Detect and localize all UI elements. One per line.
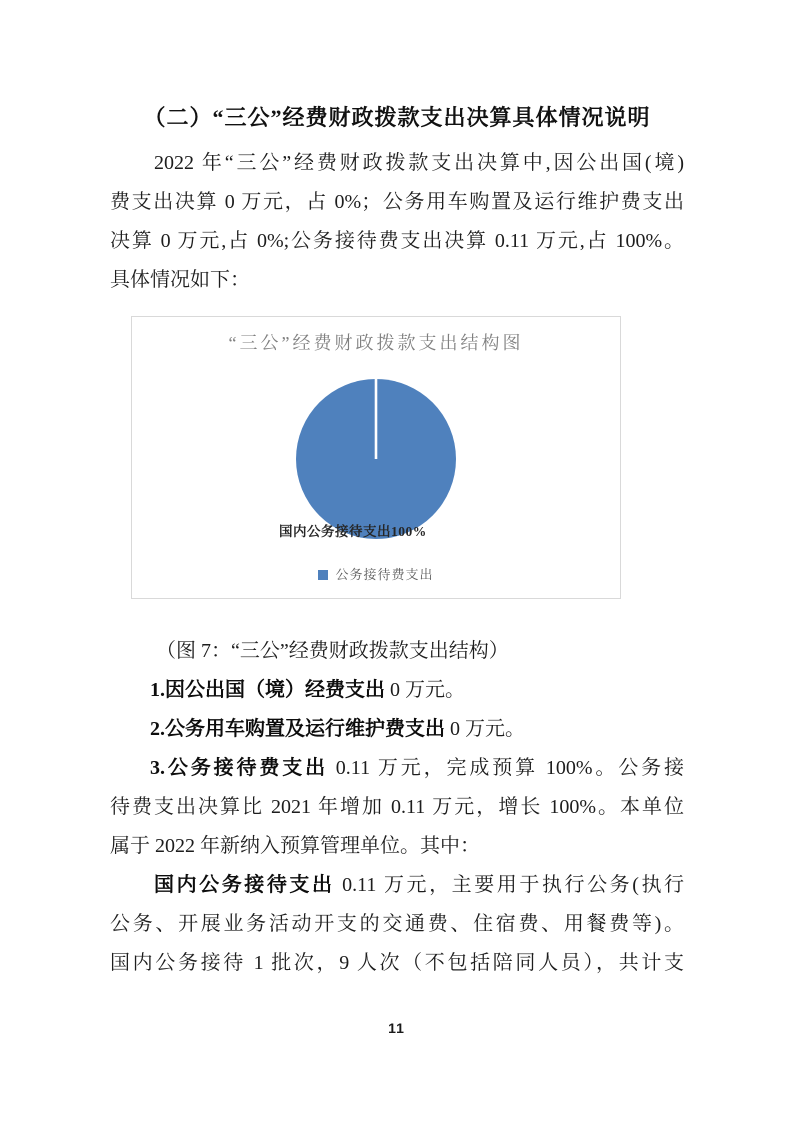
list-item-3: [110, 749, 684, 866]
chart-title: “三公”经费财政拨款支出结构图: [228, 333, 524, 353]
list-item-3-rest: 0.11 万元，完成预算 100%。公务接: [327, 757, 684, 779]
list-item-2-rest: 0 万元。: [445, 718, 525, 740]
pie-data-label: 国内公务接待支出100%: [279, 524, 427, 539]
list-item-3-bold: 3.公务接待费支出: [150, 757, 328, 779]
paragraph-line: 国内公务接待 1 批次，9 人次（不包括陪同人员），共计支: [110, 952, 684, 974]
reception-paragraph-rest: 0.11 万元，主要用于执行公务(执行: [334, 874, 684, 896]
pie-chart: [295, 378, 457, 540]
intro-paragraph: [110, 144, 684, 300]
legend-label: 公务接待费支出: [335, 567, 434, 583]
paragraph-line: 属于 2022 年新纳入预算管理单位。其中：: [110, 835, 480, 857]
page-content: [110, 100, 684, 983]
pie-chart-figure: [131, 316, 621, 599]
paragraph-line: 具体情况如下：: [110, 269, 250, 291]
caption-line: （图 7：“三公”经费财政拨款支出结构）: [156, 640, 509, 662]
paragraph-line: [110, 749, 684, 788]
list-item-1-bold: 1.因公出国（境）经费支出: [150, 679, 385, 701]
paragraph-line: 公务、开展业务活动开支的交通费、住宿费、用餐费等)。: [110, 913, 684, 935]
paragraph-line: 决算 0 万元,占 0%;公务接待费支出决算 0.11 万元,占 100%。: [110, 230, 684, 252]
legend-marker-icon: [318, 570, 328, 580]
list-item-1: [110, 671, 684, 710]
chart-legend: [132, 567, 620, 583]
list-item-2-bold: 2.公务用车购置及运行维护费支出: [150, 718, 445, 740]
section-heading: （二）“三公”经费财政拨款支出决算具体情况说明: [143, 105, 651, 130]
paragraph-line: [110, 866, 684, 905]
reception-paragraph-bold: 国内公务接待支出: [154, 874, 335, 896]
reception-paragraph: [110, 866, 684, 983]
paragraph-line: 待费支出决算比 2021 年增加 0.11 万元，增长 100%。本单位: [110, 796, 684, 818]
paragraph-line: 2022 年“三公”经费财政拨款支出决算中,因公出国(境): [154, 152, 684, 174]
list-item-2: [110, 710, 684, 749]
paragraph-line: 费支出决算 0 万元，占 0%；公务用车购置及运行维护费支出: [110, 191, 684, 213]
page-number: 11: [388, 1020, 405, 1036]
list-item-1-rest: 0 万元。: [385, 679, 465, 701]
figure-caption: [110, 632, 684, 671]
